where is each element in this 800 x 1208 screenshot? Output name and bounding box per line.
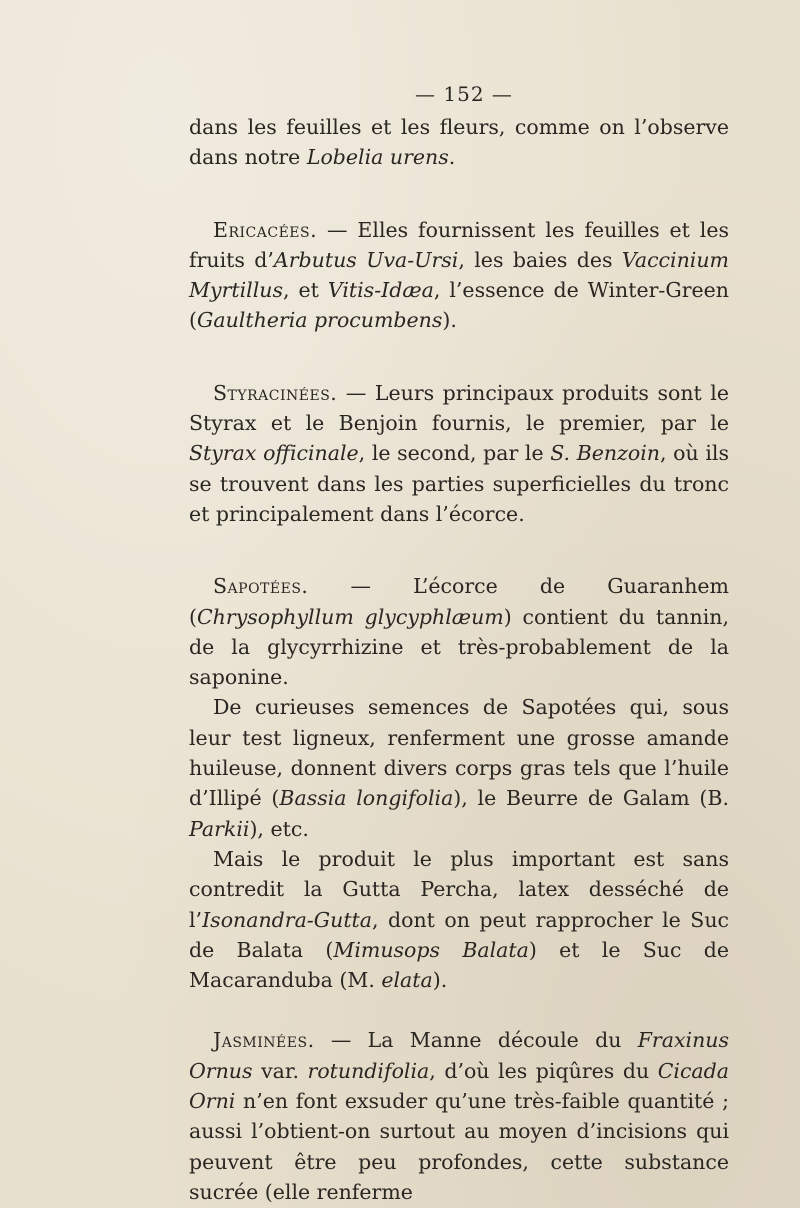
species-name: rotundifolia: [307, 1058, 430, 1083]
section-heading: Sapotées.: [213, 574, 309, 599]
paragraph-ericacees: Ericacées. — Elles fournissent les feuilles et les fruits d’Arbutus Uva-Ursi, les baies des Vaccinium Myrtillus, et Vitis-Idæa, l’essence de Winter-Green (Gaultheria procumbens).: [189, 217, 729, 333]
species-name: Isonandra-Gutta: [202, 907, 373, 932]
paragraph-sapotees: Sapotées. — L’écorce de Guaranhem (Chrysophyllum glycyphlæum) contient du tannin, de la glycyrrhizine et très-probablement de la saponine.: [189, 574, 729, 690]
species-name: Arbutus Uva-Ursi: [273, 247, 459, 272]
species-name: Mimusops Balata: [333, 937, 529, 962]
page-number: — 152 —: [415, 82, 513, 106]
species-name: Lobelia urens: [306, 145, 449, 170]
species-name: elata: [381, 968, 433, 993]
paragraph-gutta-percha: Mais le produit le plus important est sans contredit la Gutta Percha, latex desséché de l’Isonandra-Gutta, dont on peut rapprocher le Suc de Balata (Mimusops Balata) et le Suc de Macaranduba (M. elata).: [189, 846, 729, 993]
book-page: [189, 82, 729, 1207]
species-name: Cicada Orni: [189, 1058, 729, 1114]
paragraph-jasminees: Jasminées. — La Manne découle du Fraxinus Ornus var. rotundifolia, d’où les piqûres du Cicada Orni n’en font exsuder qu’une très-faible quantité ; aussi l’obtient-on surtout au moyen d’incisions qui peuvent être peu profondes, cette substance sucrée (elle renferme: [189, 1028, 729, 1204]
species-name: Vaccinium Myrtillus: [189, 247, 729, 303]
species-name: S. Benzoin: [550, 441, 661, 466]
species-name: Fraxinus Ornus: [189, 1028, 729, 1083]
species-name: Gaultheria procumbens: [197, 308, 443, 333]
section-heading: Styracinées.: [213, 380, 338, 405]
species-name: Parkii: [189, 816, 250, 841]
paragraph-lobelia: dans les feuilles et les fleurs, comme on l’observe dans notre Lobelia urens.: [189, 115, 729, 170]
species-name: Chrysophyllum glycyphlæum: [197, 604, 504, 629]
species-name: Bassia longifolia: [279, 786, 454, 811]
paragraph-styracinees: Styracinées. — Leurs principaux produits sont le Styrax et le Benjoin fournis, le premier, par le Styrax officinale, le second, par le S. Benzoin, où ils se trouvent dans les parties superficielles du tronc et principalement dans l’écorce.: [189, 380, 729, 526]
section-heading: Ericacées.: [213, 217, 318, 242]
species-name: Styrax officinale: [189, 441, 359, 466]
paragraph-semences: De curieuses semences de Sapotées qui, sous leur test ligneux, renferment une grosse amande huileuse, donnent divers corps gras tels que l’huile d’Illipé (Bassia longifolia), le Beurre de Galam (B. Parkii), etc.: [189, 695, 729, 841]
section-heading: Jasminées.: [213, 1028, 315, 1053]
species-name: Vitis-Idæa: [327, 278, 434, 303]
